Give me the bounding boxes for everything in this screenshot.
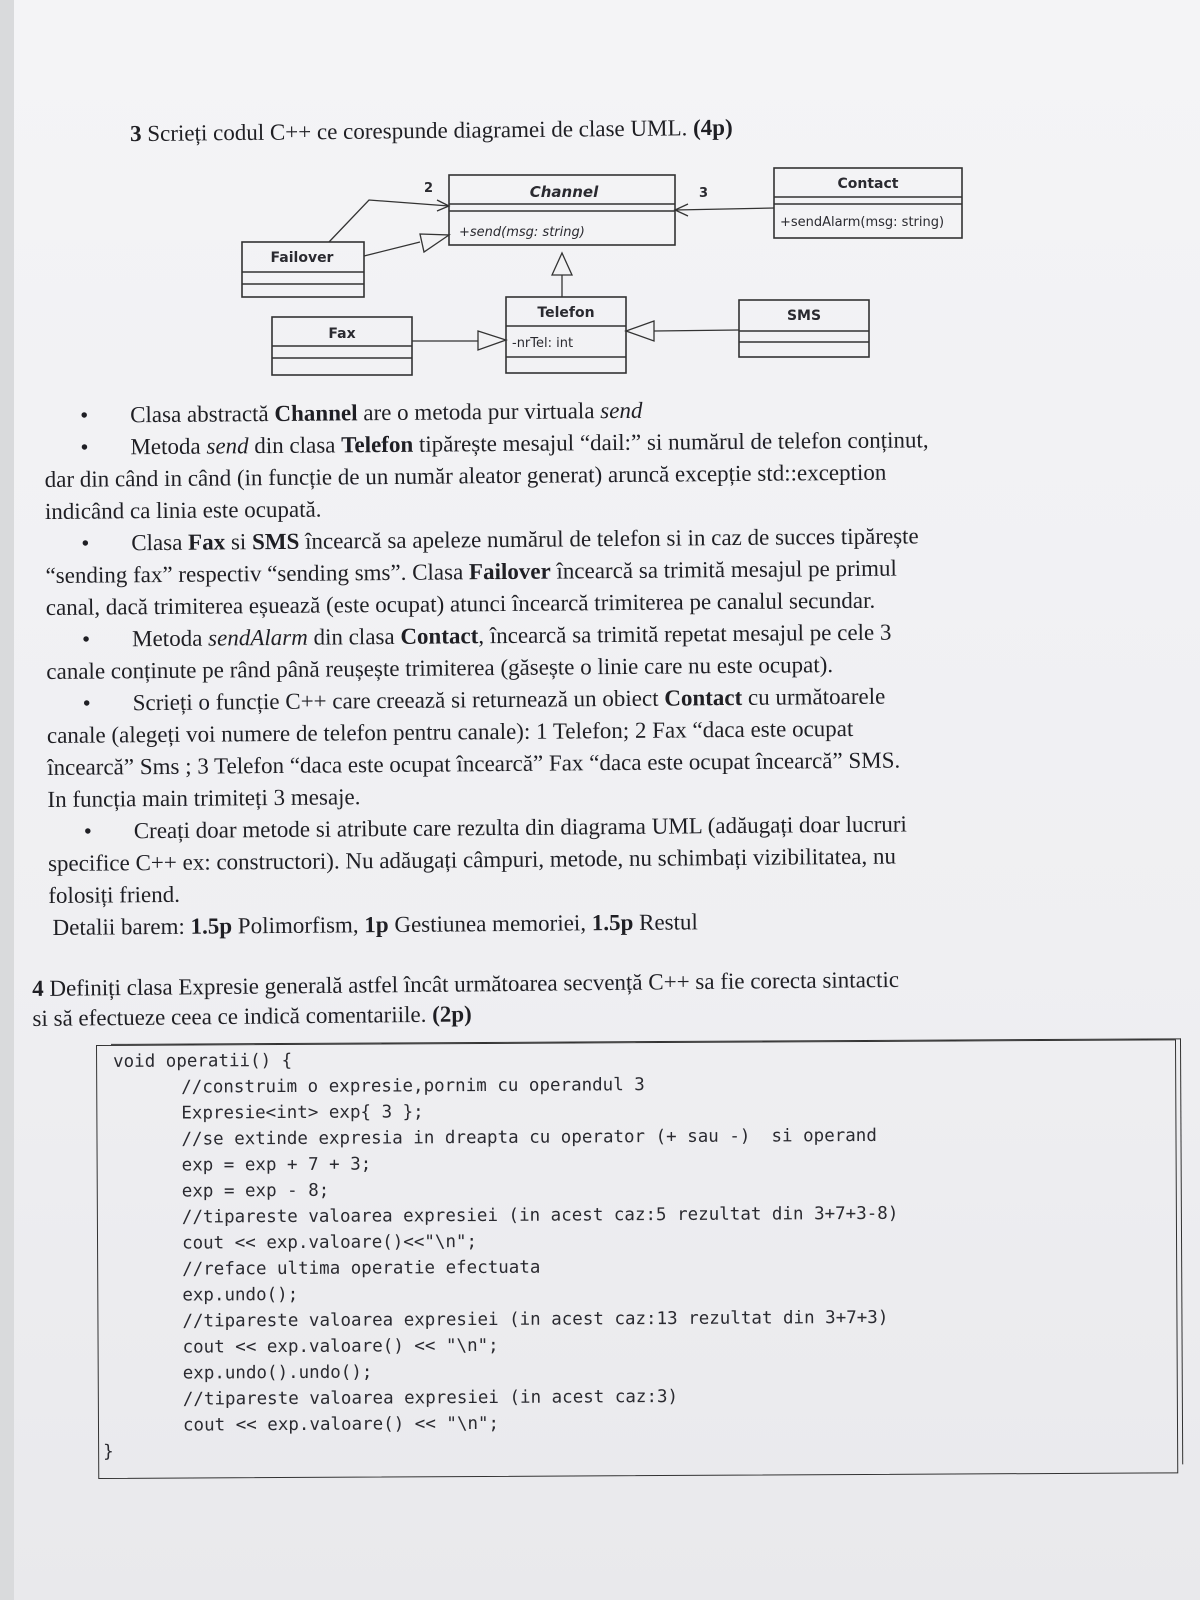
barem-points-polimorfism: 1.5p: [190, 913, 233, 939]
question-3-title: [130, 115, 733, 147]
code-statement-line: exp = exp - 8;: [181, 1180, 330, 1202]
code-statement-line: cout << exp.valoare() << "\n";: [182, 1413, 500, 1436]
requirement-text-part: are o metoda pur virtuala: [357, 398, 601, 426]
failover-generalization-arrowhead: [420, 234, 449, 252]
sms-name: SMS: [786, 308, 822, 324]
question-4-number: 4: [32, 975, 44, 1001]
paper-sheet: [14, 0, 1200, 1600]
multiplicity-3: 3: [699, 186, 709, 201]
uml-class-sms: [739, 300, 869, 357]
code-closing-brace: }: [103, 1441, 114, 1462]
requirement-text-part: sendAlarm: [207, 624, 308, 651]
question-4-text-line2: si să efectueze ceea ce indică comentariile.: [32, 1001, 427, 1031]
code-comment-line: //tipareste valoarea expresiei (in acest caz:3): [182, 1386, 679, 1410]
requirement-text-part: Clasa abstractă: [130, 400, 275, 428]
question-3-number: 3: [129, 121, 142, 147]
question-3-points: (4p): [692, 114, 733, 141]
question-4-title: [32, 967, 899, 1032]
uml-class-diagram: [234, 160, 994, 390]
requirement-text-part: send: [206, 433, 249, 459]
uml-class-channel: [449, 175, 675, 245]
contact-name: Contact: [837, 176, 899, 192]
barem-text-restul: Restul: [633, 909, 698, 935]
bullet-dot: •: [80, 402, 89, 428]
code-comment-line: //construim o expresie,pornim cu operandul 3: [181, 1075, 645, 1098]
requirement-first-line: [47, 684, 886, 716]
code-statement-line: cout << exp.valoare() << "\n";: [182, 1335, 499, 1358]
requirement-text-part: Channel: [274, 400, 358, 426]
requirement-continuation-line: canal, dacă trimiterea eșuează (este ocupat) atunci încearcă trimiterea pe canalul secundar.: [45, 587, 876, 620]
question-4-text-line1: Definiți clasa Expresie generală astfel încât următoarea secvență C++ sa fie corecta sintactic: [49, 966, 900, 1001]
requirement-text-part: Clasa: [131, 529, 189, 556]
uml-class-telefon: [506, 297, 626, 373]
code-statement-line: exp.undo();: [182, 1284, 299, 1306]
code-function-signature: void operatii() {: [113, 1050, 293, 1072]
requirement-item: [45, 518, 1146, 624]
requirement-first-line: [44, 398, 642, 428]
question-3-text: Scrieți codul C++ ce corespunde diagramei de clase UML.: [147, 115, 688, 146]
sms-generalization-arrowhead: [626, 321, 654, 341]
barem-points-memorie: 1p: [364, 912, 389, 938]
requirement-text-part: Contact: [664, 684, 743, 711]
bullet-dot: •: [83, 818, 92, 844]
continuation-text-part: Failover: [468, 558, 551, 585]
code-comment-line: //reface ultima operatie efectuata: [182, 1257, 541, 1280]
bullet-dot: •: [81, 530, 90, 556]
fax-name: Fax: [328, 326, 356, 342]
requirement-continuation-line: indicând ca linia este ocupată.: [44, 496, 322, 524]
requirement-text-part: si: [225, 529, 253, 555]
requirement-item: [48, 806, 1149, 912]
bullet-dot: •: [80, 434, 89, 460]
requirement-text-part: cu următoarele: [742, 683, 886, 710]
requirement-first-line: [46, 620, 892, 652]
code-statement-line: exp = exp + 7 + 3;: [181, 1154, 372, 1176]
requirement-continuation-line: canale conținute pe rând până reușește trimiterea (găsește o linie care nu este ocupat).: [46, 652, 834, 684]
requirement-continuation-line: specifice C++ ex: constructori). Nu adăugați câmpuri, metode, nu schimbați vizibilitatea, nu: [47, 843, 897, 876]
requirement-text-part: SMS: [251, 528, 300, 555]
telefon-name: Telefon: [537, 305, 595, 321]
requirement-first-line: [45, 523, 919, 556]
requirement-text-part: tipărește mesajul “dail:” si numărul de telefon conținut,: [413, 427, 929, 457]
barem-text-polimorfism: Polimorfism,: [231, 912, 365, 939]
code-comment-line: //tipareste valoarea expresiei (in acest caz:5 rezultat din 3+7+3-8): [181, 1203, 899, 1228]
code-comment-line: //tipareste valoarea expresiei (in acest caz:13 rezultat din 3+7+3): [182, 1307, 889, 1332]
code-statement-line: cout << exp.valoare()<<"\n";: [181, 1232, 478, 1254]
requirement-item: [44, 422, 1145, 528]
uml-class-contact: [774, 168, 962, 238]
multiplicity-2: 2: [424, 181, 434, 196]
telefon-generalization-arrowhead: [552, 253, 572, 275]
continuation-text-part: încearcă sa trimită mesajul pe primul: [550, 555, 897, 584]
requirement-first-line: [48, 811, 907, 843]
channel-method: +send(msg: string): [459, 225, 585, 240]
uml-class-fax: [272, 317, 412, 375]
requirement-text-part: send: [600, 397, 643, 424]
barem-label: Detalii barem:: [52, 913, 191, 940]
requirement-text-part: Telefon: [341, 431, 414, 458]
uml-class-failover: [242, 242, 364, 297]
requirement-text-part: Fax: [187, 529, 226, 555]
question-4-points: (2p): [431, 1001, 472, 1027]
requirement-item: [47, 678, 1148, 816]
requirement-text-part: Creați doar metode si atribute care rezulta din diagrama UML (adăugați doar lucruri: [133, 811, 907, 844]
failover-name: Failover: [270, 250, 334, 266]
requirement-continuation-line: In funcția main trimiteți 3 mesaje.: [47, 784, 361, 812]
requirement-continuation-line: dar din când in când (in funcție de un număr aleator generat) aruncă excepție std::exception: [44, 459, 887, 492]
requirement-text-part: din clasa: [307, 623, 401, 650]
requirement-continuation-line: folosiți friend.: [48, 881, 181, 908]
code-comment-line: //se extinde expresia in dreapta cu operator (+ sau -) si operand: [181, 1125, 877, 1150]
fax-generalization-arrowhead: [478, 331, 506, 350]
barem-points-restul: 1.5p: [591, 909, 634, 936]
contact-channel-association: [675, 208, 774, 210]
telefon-attr: -nrTel: int: [512, 336, 574, 351]
code-statement-line: exp.undo().undo();: [182, 1362, 373, 1384]
requirement-text-part: Metoda: [131, 625, 209, 652]
failover-channel-generalization: [364, 242, 420, 256]
requirement-text-part: Metoda: [130, 433, 207, 460]
requirement-item: [46, 614, 1147, 688]
contact-method: +sendAlarm(msg: string): [780, 215, 945, 230]
requirement-text-part: încearcă sa apeleze numărul de telefon si in caz de succes tipărește: [299, 523, 919, 554]
bullet-dot: •: [82, 690, 91, 716]
code-block: [96, 1039, 1178, 1479]
requirement-text-part: , încearcă sa trimită repetat mesajul pe cele 3: [478, 619, 892, 649]
requirement-text-part: din clasa: [248, 432, 342, 459]
barem-text-memorie: Gestiunea memoriei,: [388, 910, 592, 938]
requirement-text-part: Scrieți o funcție C++ care creează si returnează un obiect: [132, 685, 665, 716]
bullet-dot: •: [81, 626, 91, 652]
requirement-first-line: [44, 427, 928, 460]
requirement-text-part: Contact: [400, 623, 479, 649]
code-statement-line: Expresie<int> exp{ 3 };: [181, 1102, 424, 1124]
continuation-text-part: “sending fax” respectiv “sending sms”. Clasa: [45, 559, 470, 588]
sms-telefon-generalization: [654, 330, 739, 331]
requirements-list: [44, 390, 1149, 944]
channel-name: Channel: [529, 183, 599, 201]
requirement-continuation-line: canale (alegeți voi numere de telefon pentru canale): 1 Telefon; 2 Fax “daca este ocupat: [46, 715, 854, 748]
requirement-continuation-line: încearcă” Sms ; 3 Telefon “daca este ocupat încearcă” Fax “daca este ocupat încearcă” SMS.: [47, 747, 901, 780]
